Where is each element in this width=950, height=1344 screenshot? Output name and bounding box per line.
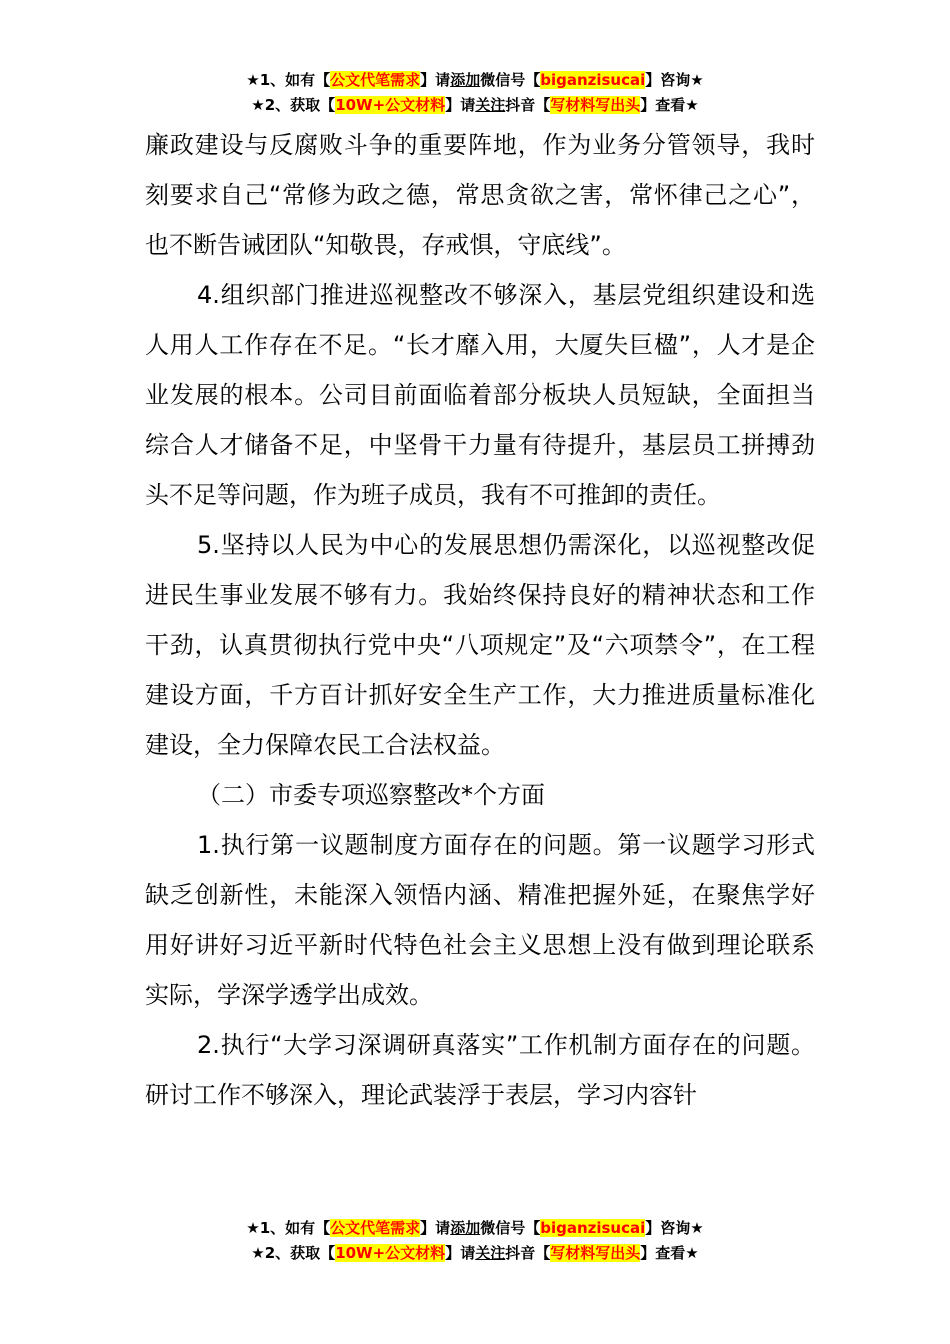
banner-text: 】查看★ <box>640 96 699 114</box>
paragraph-item-5: 5.坚持以人民为中心的发展思想仍需深化，以巡视整改促进民生事业发展不够有力。我始终保持良好的精神状态和工作干劲，认真贯彻执行党中央“八项规定”及“六项禁令”，在工程建设方面，千方百计抓好安全生产工作，大力推进质量标准化建设，全力保障农民工合法权益。 <box>145 531 815 759</box>
banner-highlight: 写材料写出头 <box>550 1244 641 1262</box>
banner-line-1 <box>0 1216 950 1241</box>
banner-line-2 <box>0 93 950 118</box>
banner-highlight: 公文代笔需求 <box>330 71 421 89</box>
banner-text: 抖音【 <box>505 1244 551 1262</box>
promo-banner-bottom <box>0 1216 950 1266</box>
banner-text: ★1、如有【 <box>246 71 331 89</box>
banner-underline: 添加 <box>450 71 481 89</box>
banner-line-2 <box>0 1241 950 1266</box>
banner-text: 】查看★ <box>640 1244 699 1262</box>
banner-text: ★1、如有【 <box>246 1219 331 1237</box>
banner-text: 】咨询★ <box>645 71 704 89</box>
banner-text: 抖音【 <box>505 96 551 114</box>
document-body <box>145 120 815 1120</box>
banner-highlight: 公文代笔需求 <box>330 1219 421 1237</box>
banner-underline: 添加 <box>450 1219 481 1237</box>
paragraph-continuation: 廉政建设与反腐败斗争的重要阵地，作为业务分管领导，我时刻要求自己“常修为政之德，常思贪欲之害，常怀律己之心”，也不断告诫团队“知敬畏，存戒惧，守底线”。 <box>145 131 815 259</box>
banner-highlight: 写材料写出头 <box>550 96 641 114</box>
banner-text: 】请 <box>445 96 476 114</box>
section-heading: （二）市委专项巡察整改*个方面 <box>197 781 545 809</box>
banner-highlight: 10W+公文材料 <box>335 96 446 114</box>
banner-line-1 <box>0 68 950 93</box>
paragraph-item-2: 2.执行“大学习深调研真落实”工作机制方面存在的问题。研讨工作不够深入，理论武装浮于表层，学习内容针 <box>145 1031 815 1109</box>
paragraph-item-1: 1.执行第一议题制度方面存在的问题。第一议题学习形式缺乏创新性，未能深入领悟内涵、精准把握外延，在聚焦学好用好讲好习近平新时代特色社会主义思想上没有做到理论联系实际，学深学透学出成效。 <box>145 831 815 1009</box>
banner-underline: 关注 <box>475 96 506 114</box>
paragraph-item-4: 4.组织部门推进巡视整改不够深入，基层党组织建设和选人用人工作存在不足。“长才靡入用，大厦失巨楹”，人才是企业发展的根本。公司目前面临着部分板块人员短缺，全面担当综合人才储备不足，中坚骨干力量有待提升，基层员工拼搏劲头不足等问题，作为班子成员，我有不可推卸的责任。 <box>145 281 815 509</box>
banner-text: 】咨询★ <box>645 1219 704 1237</box>
banner-highlight: 10W+公文材料 <box>335 1244 446 1262</box>
banner-text: ★2、获取【 <box>251 1244 336 1262</box>
banner-text: ★2、获取【 <box>251 96 336 114</box>
banner-text: 】请 <box>420 1219 451 1237</box>
promo-banner-top <box>0 68 950 118</box>
banner-highlight: biganzisucai <box>540 1219 646 1237</box>
banner-text: 微信号【 <box>480 71 541 89</box>
banner-underline: 关注 <box>475 1244 506 1262</box>
banner-text: 】请 <box>445 1244 476 1262</box>
banner-text: 微信号【 <box>480 1219 541 1237</box>
banner-highlight: biganzisucai <box>540 71 646 89</box>
banner-text: 】请 <box>420 71 451 89</box>
